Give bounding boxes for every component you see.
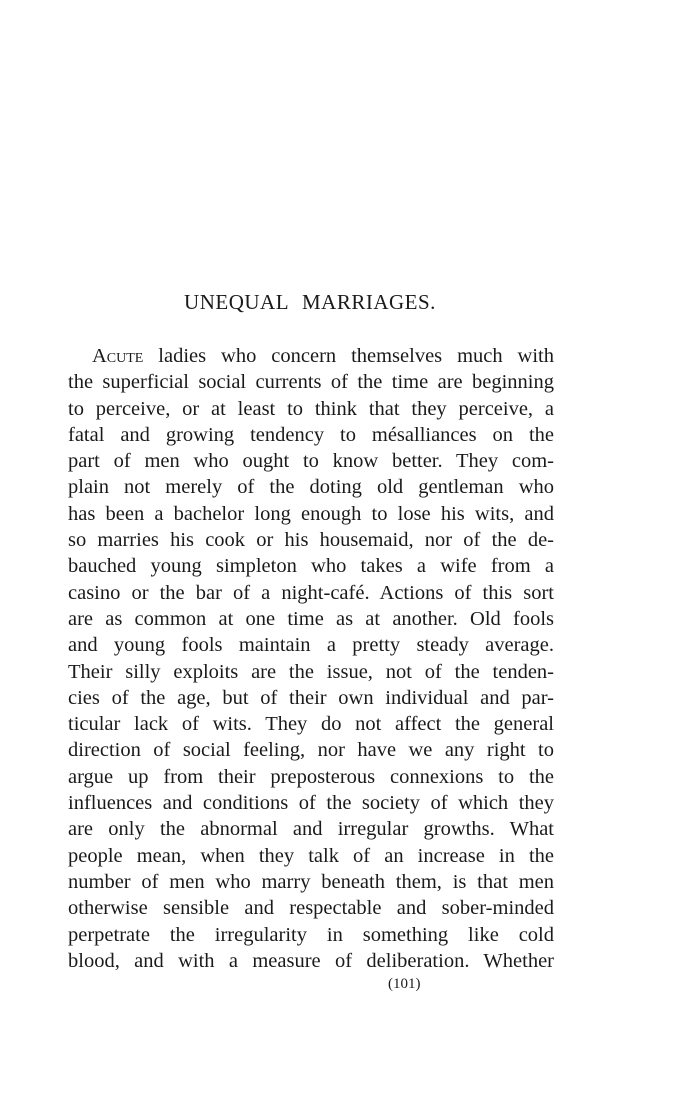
chapter-title: UNEQUAL MARRIAGES.: [184, 290, 436, 314]
text-line: fatal and growing tendency to mésalliances on the: [68, 423, 554, 446]
text-line: part of men who ought to know better. They com-: [68, 450, 554, 473]
text-line: bauched young simpleton who takes a wife from a: [68, 555, 554, 578]
text-line: influences and conditions of the society of which they: [68, 792, 554, 815]
text-line: and young fools maintain a pretty steady average.: [68, 634, 554, 657]
text-line: plain not merely of the doting old gentleman who: [68, 476, 554, 499]
text-line: direction of social feeling, nor have we any right to: [68, 739, 554, 762]
body-paragraph: [68, 343, 554, 974]
text-line: to perceive, or at least to think that they perceive, a: [68, 397, 554, 420]
text-line: Their silly exploits are the issue, not of the tenden-: [68, 660, 554, 683]
text-line: argue up from their preposterous connexions to the: [68, 765, 554, 788]
text-line: blood, and with a measure of deliberation. Whether: [68, 949, 554, 972]
text-line: perpetrate the irregularity in something like cold: [68, 923, 554, 946]
text-line: ticular lack of wits. They do not affect the general: [68, 713, 554, 736]
text-line: people mean, when they talk of an increase in the: [68, 844, 554, 867]
text-line: number of men who marry beneath them, is that men: [68, 870, 554, 893]
page-number: (101): [388, 976, 421, 992]
text-line: casino or the bar of a night-café. Actions of this sort: [68, 581, 554, 604]
text-line: the superficial social currents of the time are beginning: [68, 371, 554, 394]
text-line: are as common at one time as at another. Old fools: [68, 607, 554, 630]
text-line: Acute ladies who concern themselves much with: [92, 345, 555, 367]
drop-word: Acute: [92, 345, 144, 367]
text-line: otherwise sensible and respectable and sober-minded: [68, 897, 554, 920]
text-line: cies of the age, but of their own individual and par-: [68, 686, 554, 709]
text-line: are only the abnormal and irregular growths. What: [68, 818, 554, 841]
text-line: so marries his cook or his housemaid, nor of the de-: [68, 529, 554, 552]
text-line: has been a bachelor long enough to lose his wits, and: [68, 502, 554, 525]
